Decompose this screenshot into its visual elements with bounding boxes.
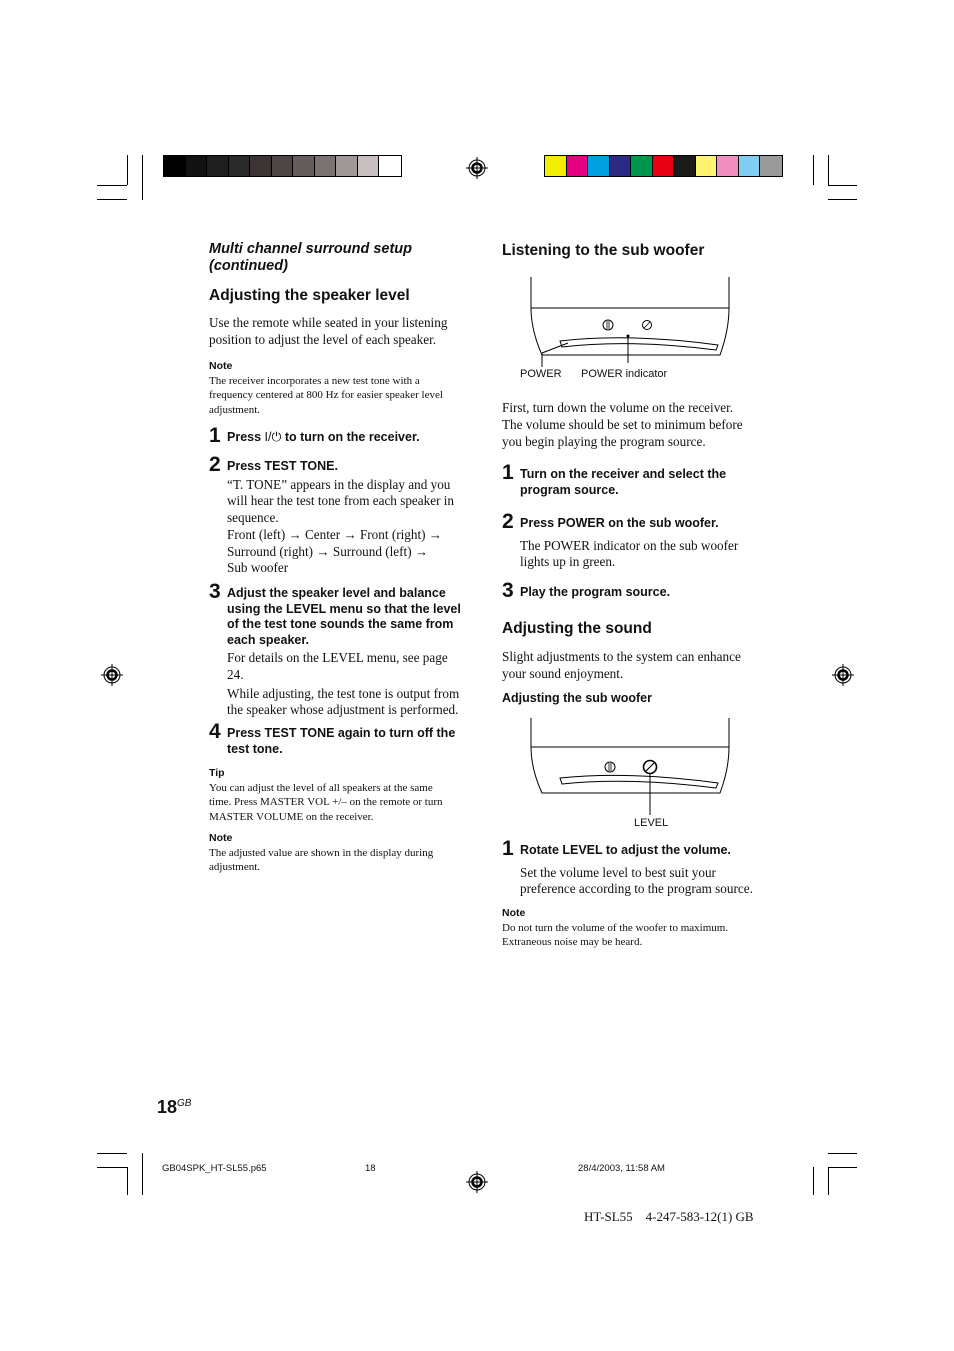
step-body: The POWER indicator on the sub woofer lights up in green. <box>520 537 739 570</box>
color-swatch <box>696 156 718 176</box>
power-button-icon <box>603 320 613 330</box>
step-2 <box>209 453 479 577</box>
note-label: Note <box>502 907 526 919</box>
step-number: 1 <box>209 424 221 447</box>
step-number: 3 <box>502 579 514 602</box>
color-swatch <box>631 156 653 176</box>
color-swatch <box>674 156 696 176</box>
note-label: Note <box>209 832 233 844</box>
color-swatch <box>207 156 229 176</box>
note-label: Note <box>209 360 233 372</box>
step-1 <box>209 424 479 447</box>
step-title: Rotate LEVEL to adjust the volume. <box>520 843 731 857</box>
color-swatch <box>315 156 337 176</box>
color-swatch <box>379 156 401 176</box>
level-label: LEVEL <box>634 817 669 829</box>
intro-paragraph: Slight adjustments to the system can enhance your sound enjoyment. <box>502 649 741 681</box>
power-indicator-label: POWER indicator <box>581 368 668 380</box>
color-swatch <box>567 156 589 176</box>
registration-target-icon <box>832 664 854 686</box>
step-title: Press POWER on the sub woofer. <box>520 516 719 530</box>
step-4 <box>209 720 479 757</box>
note-text: Do not turn the volume of the woofer to maximum. Extraneous noise may be heard. <box>502 922 729 949</box>
color-swatch <box>358 156 380 176</box>
footer-date: 28/4/2003, 11:58 AM <box>578 1163 665 1174</box>
tip-label: Tip <box>209 767 225 779</box>
step-number: 1 <box>502 837 514 860</box>
registration-target-icon <box>466 1171 488 1193</box>
color-swatch <box>250 156 272 176</box>
sub-woofer-level-illustration <box>520 717 740 817</box>
tip-text: You can adjust the level of all speakers at the same time. Press MASTER VOL +/– on the remote or turn MASTER VOLUME on the receiver. <box>209 782 443 823</box>
color-swatch <box>186 156 208 176</box>
step-title: Turn on the receiver and select the program source. <box>520 467 727 497</box>
color-swatch <box>293 156 315 176</box>
color-swatch <box>336 156 358 176</box>
intro-paragraph: Use the remote while seated in your listening position to adjust the level of each speaker. <box>209 315 448 347</box>
color-swatch <box>739 156 761 176</box>
power-label: POWER <box>520 368 562 380</box>
power-symbol-icon: I/⏻ <box>264 430 282 444</box>
step-title: Adjust the speaker level and balance using the LEVEL menu so that the level of the test tone sounds the same from each speaker. <box>227 586 461 647</box>
intro-paragraph: First, turn down the volume on the receiver. The volume should be set to minimum before you begin playing the program source. <box>502 400 743 449</box>
color-swatch <box>164 156 186 176</box>
step-title: Press TEST TONE. <box>227 459 338 473</box>
color-swatch <box>229 156 251 176</box>
note-text: The receiver incorporates a new test tone with a frequency centered at 800 Hz for easier speaker level adjustment. <box>209 375 443 416</box>
registration-target-icon <box>101 664 123 686</box>
color-swatch <box>545 156 567 176</box>
step-3 <box>209 580 479 719</box>
step-body: For details on the LEVEL menu, see page 24. While adjusting, the test tone is output from the speaker whose adjustment is performed. <box>227 650 460 718</box>
gray-color-bar <box>163 155 402 177</box>
step-number: 3 <box>209 580 221 603</box>
step-rotate-level <box>502 837 772 898</box>
step-title: Press TEST TONE again to turn off the test tone. <box>227 726 456 756</box>
color-swatch <box>588 156 610 176</box>
color-swatch <box>717 156 739 176</box>
step-body: Set the volume level to best suit your preference according to the program source. <box>520 864 753 897</box>
color-swatch <box>760 156 782 176</box>
note-text: The adjusted value are shown in the display during adjustment. <box>209 847 434 874</box>
footer-page: 18 <box>365 1163 376 1174</box>
heading-adjusting-sound: Adjusting the sound <box>502 620 652 637</box>
subheading-sub-woofer: Adjusting the sub woofer <box>502 691 652 705</box>
footer-model: HT-SL55 4-247-583-12(1) GB <box>584 1209 754 1224</box>
page-number: $18^{GB}$ <box>157 1097 192 1117</box>
step-1 <box>502 461 772 498</box>
color-bar <box>544 155 783 177</box>
step-title: Press I/⏻ to turn on the receiver. <box>227 430 420 444</box>
footer-filename: GB04SPK_HT-SL55.p65 <box>162 1163 267 1174</box>
step-number: 2 <box>209 453 221 476</box>
color-swatch <box>610 156 632 176</box>
step-3 <box>502 579 772 602</box>
section-title: Multi channel surround setup (continued) <box>209 241 413 274</box>
heading-speaker-level: Adjusting the speaker level <box>209 287 410 304</box>
step-title: Play the program source. <box>520 585 671 599</box>
power-button-icon <box>605 762 615 772</box>
color-swatch <box>272 156 294 176</box>
step-number: 1 <box>502 461 514 484</box>
step-2 <box>502 510 772 571</box>
step-body: “T. TONE” appears in the display and you will hear the test tone from each speaker in sequence. Front (left) → Center → Front (right) → Surround (right) → Surround (left) → Sub woofer <box>227 476 455 576</box>
heading-listening-sub-woofer: Listening to the sub woofer <box>502 242 705 259</box>
registration-target-icon <box>466 157 488 179</box>
step-number: 2 <box>502 510 514 533</box>
step-number: 4 <box>209 720 221 743</box>
color-swatch <box>653 156 675 176</box>
